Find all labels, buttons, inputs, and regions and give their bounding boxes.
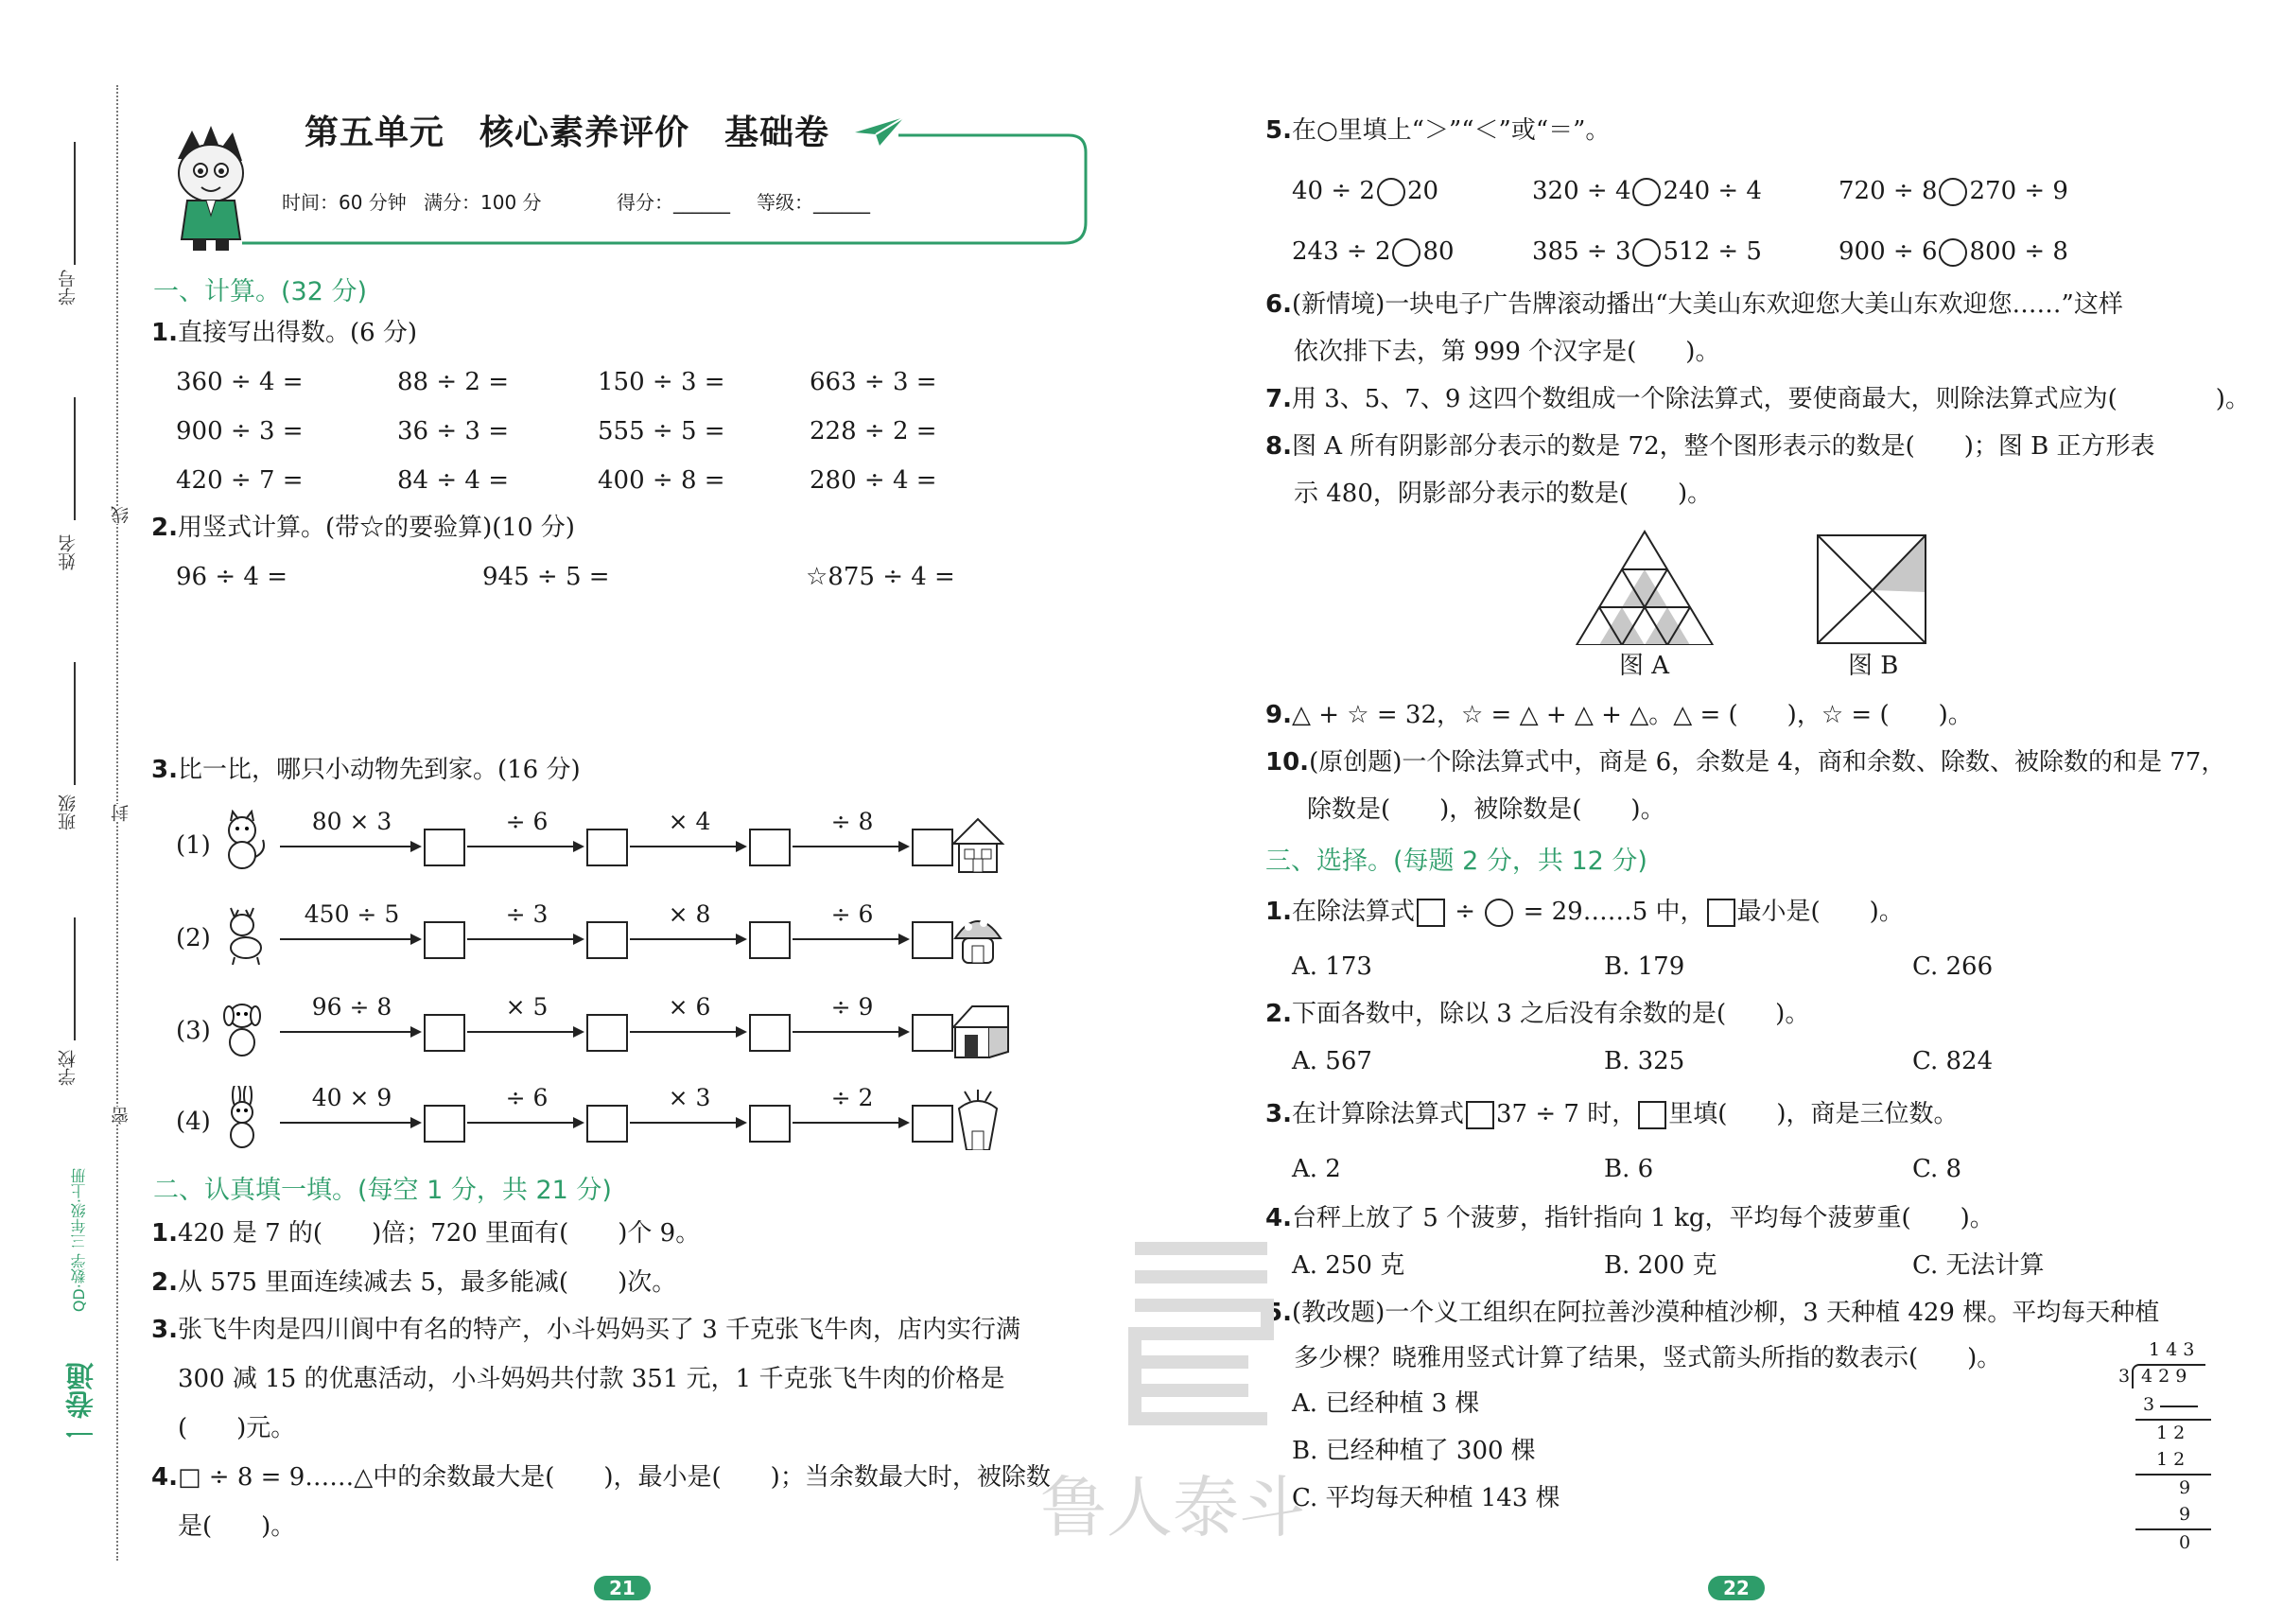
option[interactable]: A. 173 [1292, 952, 1372, 981]
arrow-line [793, 1122, 908, 1124]
arrow-line [630, 846, 745, 847]
choice-question-5-line2: 多少棵？晓雅用竖式计算了结果，竖式箭头所指的数表示( )。 [1294, 1344, 2002, 1372]
option[interactable]: B. 200 克 [1604, 1251, 1717, 1280]
blank-square[interactable] [1707, 899, 1735, 927]
section-1-heading: 一、计算。(32 分) [153, 277, 368, 306]
operation-label: × 4 [668, 808, 711, 835]
operation-label: 450 ÷ 5 [304, 900, 400, 928]
option[interactable]: B. 6 [1604, 1155, 1654, 1183]
arrow-line [630, 1122, 745, 1124]
question-7: 7.用 3、5、7、9 这四个数组成一个除法算式，要使商最大，则除法算式应为( )。 [1265, 385, 2250, 413]
figure-a-triangle [1576, 528, 1714, 645]
question-1: 1.直接写出得数。(6 分) [151, 319, 418, 347]
compare-item: 385 ÷ 3 512 ÷ 5 [1532, 237, 1762, 266]
operation-label: 80 × 3 [311, 808, 392, 835]
cut-mark: 密 [108, 1107, 133, 1125]
question-2: 2.用竖式计算。(带☆的要验算)(10 分) [151, 514, 575, 542]
brand-subtitle: QD·数学 三年级·上册 [70, 1168, 88, 1313]
section-3-heading: 三、选择。(每题 2 分，共 12 分) [1265, 847, 1647, 876]
question-6-line2: 依次排下去，第 999 个汉字是( )。 [1294, 338, 1720, 366]
watermark-text: 鲁人泰斗 [1040, 1469, 1305, 1546]
arrow-line [467, 846, 583, 847]
question-5: 5.在○里填上“＞”“＜”或“＝”。 [1265, 116, 1611, 145]
underline-1 [74, 142, 76, 265]
long-division [2109, 1339, 2213, 1557]
answer-box[interactable] [424, 829, 465, 866]
blank-square[interactable] [1638, 1101, 1666, 1129]
race-index: (1) [176, 831, 211, 860]
choice-question-5: 5.(教改题)一个义工组织在阿拉善沙漠种植沙柳，3 天种植 429 棵。平均每天种植 [1265, 1299, 2160, 1327]
dog-icon [218, 995, 270, 1057]
arrow-line [793, 938, 908, 940]
answer-box[interactable] [586, 829, 628, 866]
blank-square[interactable] [1466, 1101, 1494, 1129]
answer-box[interactable] [424, 1105, 465, 1143]
grade-field: 等级：______ [757, 191, 870, 214]
figure-b-square [1816, 533, 1927, 645]
compare-item: 900 ÷ 6 800 ÷ 8 [1839, 237, 2068, 266]
ld-step: 9 [2179, 1504, 2191, 1525]
operation-label: ÷ 6 [830, 900, 874, 928]
fill-question-3-line3: ( )元。 [178, 1414, 296, 1442]
compare-item: 720 ÷ 8 270 ÷ 9 [1839, 177, 2068, 205]
house-icon [950, 997, 1012, 1059]
operation-label: 40 × 9 [311, 1084, 392, 1111]
operation-label: × 6 [668, 993, 711, 1021]
arrow-line [280, 1031, 420, 1033]
calc-item: 228 ÷ 2 = [810, 417, 937, 445]
cut-mark: 封 [108, 804, 133, 822]
cut-mark: 线 [108, 506, 133, 524]
choice-question-3: 3.在计算除法算式 37 ÷ 7 时， 里填( )，商是三位数。 [1265, 1100, 1959, 1128]
brand-logo: 一卷通 [66, 1362, 99, 1447]
compare-circle[interactable] [1377, 178, 1405, 206]
calc-item: 400 ÷ 8 = [598, 466, 725, 495]
ld-line [2135, 1474, 2211, 1476]
house-icon [950, 904, 1012, 967]
sidebar-field: 学号 [58, 270, 78, 306]
underline-3 [74, 662, 76, 785]
fill-question-4: 4.□ ÷ 8 = 9……△中的余数最大是( )，最小是( )；当余数最大时，被除数 [151, 1463, 1051, 1492]
calc-item: 36 ÷ 3 = [397, 417, 509, 445]
ld-step: 0 [2179, 1532, 2191, 1553]
house-icon [950, 812, 1012, 874]
fill-question-4-line2: 是( )。 [178, 1512, 296, 1541]
option[interactable]: C. 824 [1912, 1047, 1994, 1075]
ld-step: 1 2 [2156, 1423, 2186, 1443]
operation-label: × 5 [505, 993, 549, 1021]
sidebar-field: 学校 [58, 1050, 78, 1086]
ld-divisor: 3 [2118, 1366, 2131, 1387]
fill-question-1: 1.420 是 7 的( )倍；720 里面有( )个 9。 [151, 1219, 701, 1248]
ld-dividend: 4 2 9 [2141, 1366, 2187, 1387]
answer-box[interactable] [424, 1014, 465, 1052]
option[interactable]: A. 2 [1292, 1155, 1341, 1183]
figure-b-label: 图 B [1848, 652, 1899, 680]
arrow-line [793, 846, 908, 847]
ld-line [2135, 1528, 2211, 1530]
option[interactable]: B. 179 [1604, 952, 1685, 981]
answer-box[interactable] [912, 1105, 953, 1143]
answer-box[interactable] [912, 829, 953, 866]
answer-box[interactable] [749, 921, 791, 959]
operation-label: ÷ 6 [505, 808, 549, 835]
ld-step: 1 2 [2156, 1449, 2186, 1470]
calc-item: 84 ÷ 4 = [397, 466, 509, 495]
operation-label: ÷ 3 [505, 900, 549, 928]
option[interactable]: C. 266 [1912, 952, 1994, 981]
fill-question-3: 3.张飞牛肉是四川阆中有名的特产，小斗妈妈买了 3 千克张飞牛肉，店内实行满 [151, 1316, 1021, 1344]
option[interactable]: C. 无法计算 [1912, 1251, 2045, 1280]
score-field: 得分：______ [617, 191, 730, 214]
blank-circle[interactable] [1485, 899, 1513, 927]
question-9: 9.△ + ☆ = 32，☆ = △ + △ + △。△ = ( )，☆ = ( )。 [1265, 701, 1973, 729]
arrow-line [793, 1031, 908, 1033]
vertical-calc-item: 96 ÷ 4 = [176, 563, 288, 591]
answer-box[interactable] [749, 1105, 791, 1143]
compare-circle[interactable] [1632, 238, 1661, 267]
arrow-line [280, 846, 420, 847]
compare-circle[interactable] [1632, 178, 1661, 206]
deer-icon [218, 902, 270, 965]
arrow-line [630, 1031, 745, 1033]
calc-item: 150 ÷ 3 = [598, 368, 725, 396]
answer-box[interactable] [586, 921, 628, 959]
ld-step: 9 [2179, 1477, 2191, 1498]
calc-item: 360 ÷ 4 = [176, 368, 304, 396]
watermark-logo [1116, 1230, 1286, 1428]
arrow-line [467, 938, 583, 940]
question-8: 8.图 A 所有阴影部分表示的数是 72，整个图形表示的数是( )；图 B 正方形表 [1265, 432, 2155, 461]
time-label: 时间：60 分钟 [282, 191, 407, 214]
ld-arrow-icon [2160, 1406, 2198, 1407]
underline-2 [74, 397, 76, 520]
operation-label: ÷ 8 [830, 808, 874, 835]
option[interactable]: B. 已经种植了 300 棵 [1292, 1437, 1536, 1465]
dotted-cut-line [116, 85, 118, 1561]
choice-question-1: 1.在除法算式 ÷ = 29……5 中， 最小是( )。 [1265, 898, 1904, 926]
option[interactable]: A. 567 [1292, 1047, 1372, 1075]
section-2-heading: 二、认真填一填。(每空 1 分，共 21 分) [153, 1176, 612, 1205]
ld-line [2135, 1419, 2211, 1421]
answer-box[interactable] [586, 1105, 628, 1143]
arrow-line [280, 938, 420, 940]
calc-item: 900 ÷ 3 = [176, 417, 304, 445]
calc-item: 88 ÷ 2 = [397, 368, 509, 396]
cat-icon [218, 810, 270, 872]
page-number: 21 [594, 1576, 651, 1600]
operation-label: ÷ 2 [830, 1084, 874, 1111]
race-index: (4) [176, 1108, 211, 1136]
question-6: 6.(新情境)一块电子广告牌滚动播出“大美山东欢迎您大美山东欢迎您……”这样 [1265, 290, 2123, 319]
calc-item: 420 ÷ 7 = [176, 466, 304, 495]
question-8-line2: 示 480，阴影部分表示的数是( )。 [1294, 480, 1713, 508]
option[interactable]: B. 325 [1604, 1047, 1685, 1075]
question-10: 10.(原创题)一个除法算式中，商是 6，余数是 4，商和余数、除数、被除数的和是 77， [1265, 748, 2226, 777]
compare-item: 40 ÷ 2 20 [1292, 177, 1439, 205]
calc-item: 555 ÷ 5 = [598, 417, 725, 445]
option[interactable]: A. 250 克 [1292, 1251, 1405, 1280]
sidebar-field: 班级 [58, 795, 78, 830]
fill-question-2: 2.从 575 里面连续减去 5，最多能减( )次。 [151, 1268, 677, 1297]
answer-box[interactable] [749, 829, 791, 866]
ld-step: 3 [2143, 1394, 2155, 1415]
calc-item: 280 ÷ 4 = [810, 466, 937, 495]
answer-box[interactable] [424, 921, 465, 959]
compare-item: 320 ÷ 4 240 ÷ 4 [1532, 177, 1762, 205]
fill-question-3-line2: 300 减 15 的优惠活动，小斗妈妈共付款 351 元，1 千克张飞牛肉的价格是 [178, 1365, 1005, 1393]
figure-a-label: 图 A [1619, 652, 1670, 680]
operation-label: 96 ÷ 8 [311, 993, 392, 1021]
vertical-calc-item: ☆875 ÷ 4 = [806, 563, 955, 591]
operation-label: × 3 [668, 1084, 711, 1111]
option[interactable]: A. 已经种植 3 棵 [1292, 1389, 1480, 1418]
vertical-calc-item: 945 ÷ 5 = [482, 563, 610, 591]
option[interactable]: C. 8 [1912, 1155, 1962, 1183]
page-title: 第五单元 核心素养评价 基础卷 [305, 114, 830, 152]
race-index: (3) [176, 1017, 211, 1045]
compare-item: 243 ÷ 2 80 [1292, 237, 1455, 266]
answer-box[interactable] [912, 1014, 953, 1052]
answer-box[interactable] [749, 1014, 791, 1052]
arrow-line [467, 1031, 583, 1033]
ld-quotient: 1 4 3 [2149, 1339, 2195, 1360]
question-10-line2: 除数是( )，被除数是( )。 [1307, 795, 1665, 824]
arrow-line [280, 1122, 420, 1124]
paper-plane-icon [851, 114, 908, 151]
house-icon [950, 1088, 1012, 1150]
question-3: 3.比一比，哪只小动物先到家。(16 分) [151, 756, 581, 784]
arrow-line [467, 1122, 583, 1124]
underline-4 [74, 917, 76, 1040]
operation-label: ÷ 6 [505, 1084, 549, 1111]
blank-square[interactable] [1417, 899, 1445, 927]
operation-label: ÷ 9 [830, 993, 874, 1021]
full-score-label: 满分：100 分 [424, 191, 542, 214]
answer-box[interactable] [586, 1014, 628, 1052]
option[interactable]: C. 平均每天种植 143 棵 [1292, 1484, 1560, 1512]
choice-question-4: 4.台秤上放了 5 个菠萝，指针指向 1 kg，平均每个菠萝重( )。 [1265, 1204, 1995, 1232]
compare-circle[interactable] [1939, 238, 1967, 267]
choice-question-2: 2.下面各数中，除以 3 之后没有余数的是( )。 [1265, 1000, 1810, 1028]
page-number: 22 [1708, 1576, 1765, 1600]
rabbit-icon [218, 1086, 270, 1148]
compare-circle[interactable] [1939, 178, 1967, 206]
arrow-line [630, 938, 745, 940]
operation-label: × 8 [668, 900, 711, 928]
compare-circle[interactable] [1392, 238, 1420, 267]
race-index: (2) [176, 924, 211, 952]
answer-box[interactable] [912, 921, 953, 959]
sidebar-field: 姓名 [58, 534, 78, 570]
calc-item: 663 ÷ 3 = [810, 368, 937, 396]
